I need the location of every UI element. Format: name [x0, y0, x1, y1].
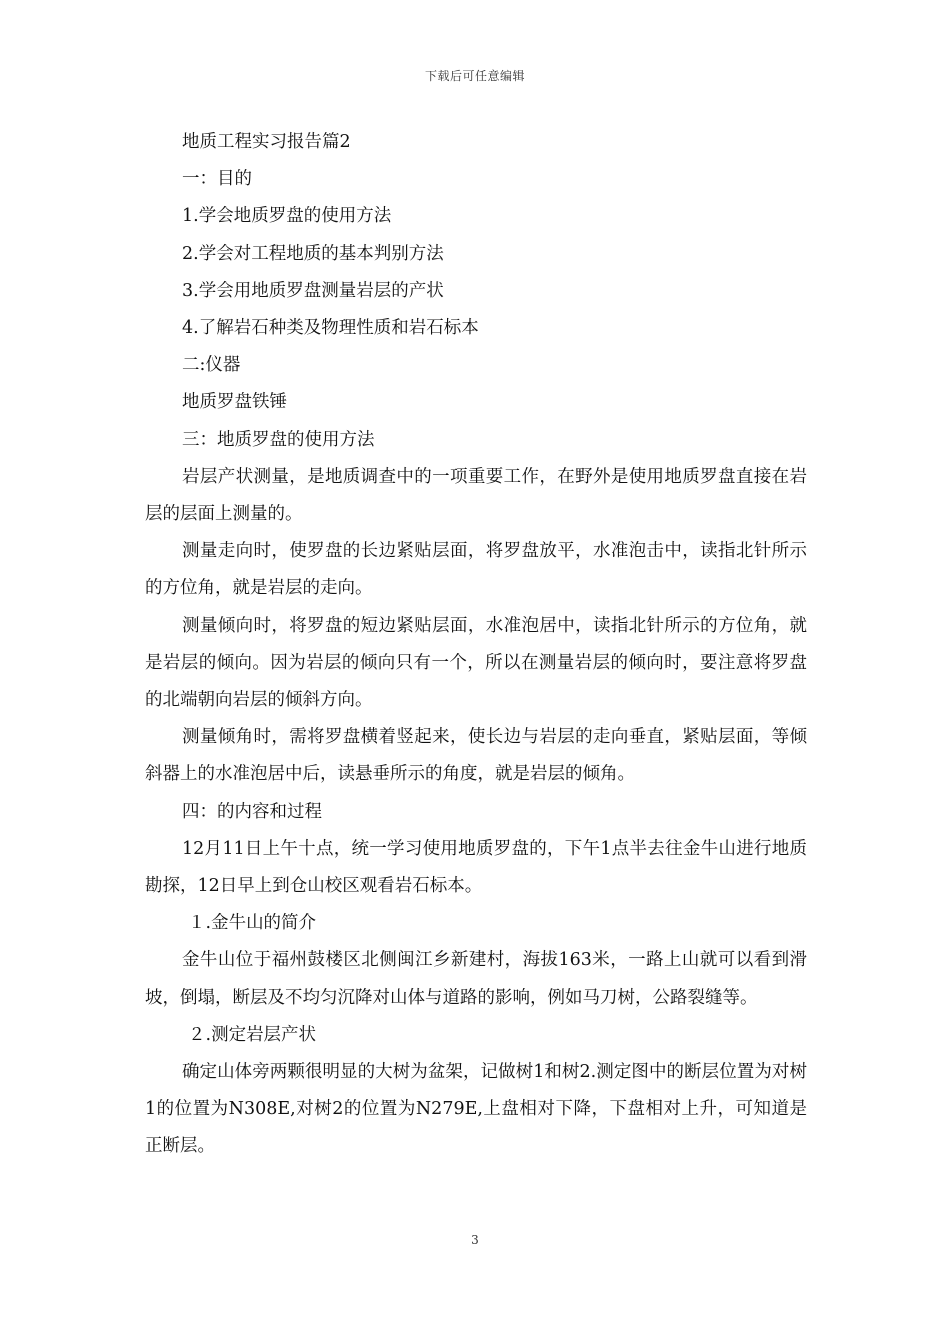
objective-item: 4.了解岩石种类及物理性质和岩石标本: [182, 318, 479, 339]
objective-item: 3.学会用地质罗盘测量岩层的产状: [182, 280, 444, 301]
section-heading-objectives: 一：目的: [182, 169, 252, 190]
document-title: 地质工程实习报告篇2: [182, 132, 351, 152]
page-number: 3: [471, 1233, 479, 1247]
section-heading-compass-method: 三：地质罗盘的使用方法: [182, 429, 375, 450]
subsection-heading-attitude: ２.测定岩层产状: [188, 1024, 317, 1045]
method-paragraph: 测量倾角时，需将罗盘横着竖起来，使长边与岩层的走向垂直，紧贴层面，等倾斜器上的水准泡居中后，读悬垂所示的角度，就是岩层的倾角。: [145, 727, 807, 785]
section-heading-process: 四：的内容和过程: [182, 801, 322, 822]
method-paragraph: 测量走向时，使罗盘的长边紧贴层面，将罗盘放平，水准泡击中，读指北针所示的方位角，就是岩层的走向。: [145, 541, 807, 599]
page-header-note: 下载后可任意编辑: [424, 69, 525, 83]
instruments-text: 地质罗盘铁锤: [182, 392, 287, 413]
method-paragraph: 岩层产状测量，是地质调查中的一项重要工作，在野外是使用地质罗盘直接在岩层的层面上测量的。: [145, 466, 807, 525]
method-paragraph: 测量倾向时，将罗盘的短边紧贴层面，水准泡居中，读指北针所示的方位角，就是岩层的倾向。因为岩层的倾向只有一个，所以在测量岩层的倾向时，要注意将罗盘的北端朝向岩层的倾斜方向。: [145, 615, 807, 711]
objective-item: 2.学会对工程地质的基本判别方法: [182, 243, 444, 264]
section-heading-instruments: 二:仪器: [182, 355, 241, 376]
objective-item: 1.学会地质罗盘的使用方法: [182, 206, 392, 227]
attitude-paragraph: 确定山体旁两颗很明显的大树为盆架，记做树1和树2.测定图中的断层位置为对树1的位置为N308E,对树2的位置为N279E,上盘相对下降，下盘相对上升，可知道是正断层。: [145, 1062, 807, 1157]
subsection-heading-jinniu: １.金牛山的简介: [188, 913, 317, 934]
process-intro-paragraph: 12月11日上午十点，统一学习使用地质罗盘的，下午1点半去往金牛山进行地质勘探，12日早上到仓山校区观看岩石标本。: [145, 838, 807, 897]
document-body: [145, 124, 807, 1166]
jinniu-paragraph: 金牛山位于福州鼓楼区北侧闽江乡新建村，海拔163米，一路上山就可以看到滑坡，倒塌，断层及不均匀沉降对山体与道路的影响，例如马刀树，公路裂缝等。: [145, 950, 807, 1008]
